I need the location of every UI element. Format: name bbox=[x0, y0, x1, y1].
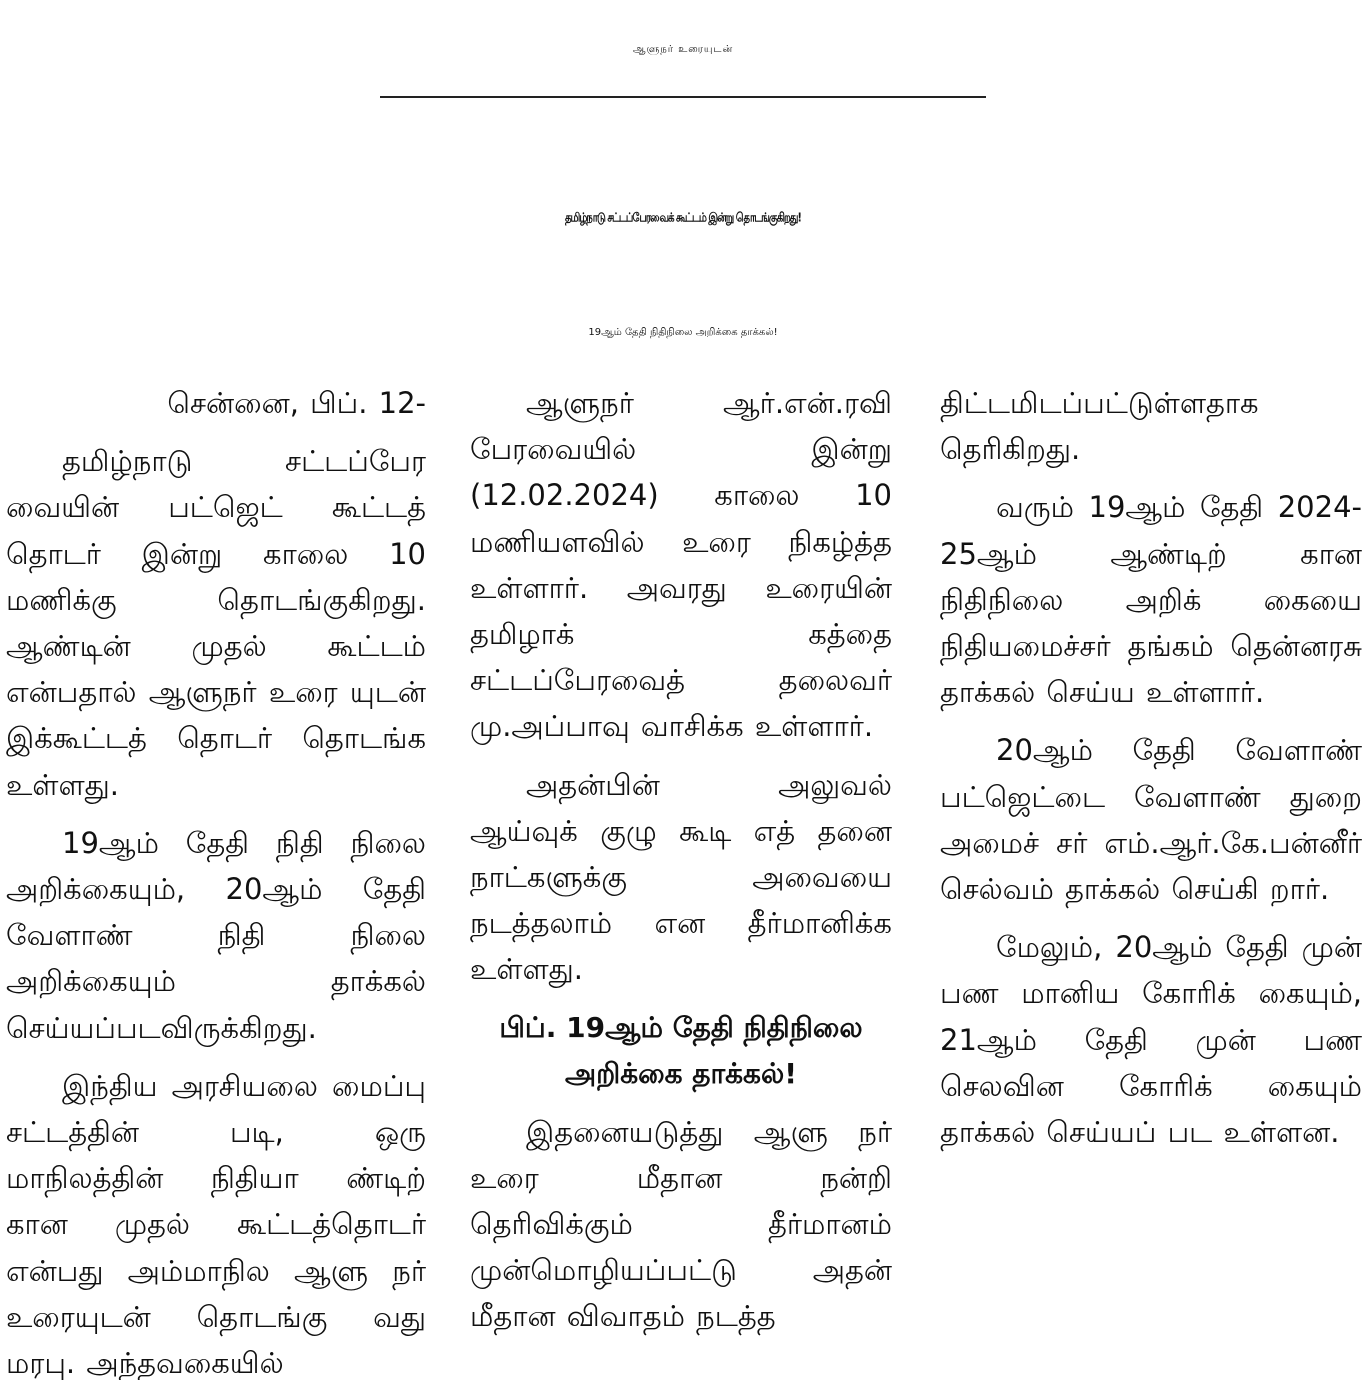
paragraph: தமிழ்நாடு சட்டப்பேர வையின் பட்ஜெட் கூட்டத் தொடர் இன்று காலை 10 மணிக்கு தொடங்குகிறது. ஆண்டின் முதல் கூட்டம் என்பதால் ஆளுநர் உரை யுடன் இக்கூட்டத் தொடர் தொடங்க உள்ளது. bbox=[6, 444, 426, 802]
article-column-1 bbox=[6, 380, 426, 1380]
paragraph: 19ஆம் தேதி நிதி நிலை அறிக்கையும், 20ஆம் தேதி வேளாண் நிதி நிலை அறிக்கையும் தாக்கல் செய்யப்படவிருக்கிறது. bbox=[6, 825, 426, 1045]
article-column-2 bbox=[470, 380, 892, 1380]
subheadline: 19ஆம் தேதி நிதிநிலை அறிக்கை தாக்கல்! bbox=[588, 327, 778, 338]
paragraph: அதன்பின் அலுவல் ஆய்வுக் குழு கூடி எத் தனை நாட்களுக்கு அவையை நடத்தலாம் என தீர்மானிக்க உள்ளது. bbox=[470, 767, 892, 987]
paragraph: இதனையடுத்து ஆளு நர் உரை மீதான நன்றி தெரிவிக்கும் தீர்மானம் முன்மொழியப்பட்டு அதன் மீதான விவாதம் நடத்த bbox=[470, 1114, 892, 1334]
article-column-3 bbox=[940, 380, 1362, 1380]
headline: தமிழ்நாடு சட்டப்பேரவைக் கூட்டம் இன்று தொடங்குகிறது! bbox=[564, 211, 801, 225]
paragraph: மேலும், 20ஆம் தேதி முன் பண மானிய கோரிக் கையும், 21ஆம் தேதி முன் பண செலவின கோரிக் கையும் தாக்கல் செய்யப் பட உள்ளன. bbox=[940, 930, 1362, 1150]
kicker-heading: ஆளுநர் உரையுடன் bbox=[632, 44, 734, 55]
paragraph: 20ஆம் தேதி வேளாண் பட்ஜெட்டை வேளாண் துறை அமைச் சர் எம்.ஆர்.கே.பன்னீர் செல்வம் தாக்கல் செய்கி றார். bbox=[940, 733, 1362, 907]
paragraph: ஆளுநர் ஆர்.என்.ரவி பேரவையில் இன்று (12.02.2024) காலை 10 மணியளவில் உரை நிகழ்த்த உள்ளார். அவரது உரையின் தமிழாக் கத்தை சட்டப்பேரவைத் தலைவர் மு.அப்பாவு வாசிக்க உள்ளார். bbox=[470, 386, 892, 744]
kicker-underline bbox=[380, 96, 986, 98]
paragraph: வரும் 19ஆம் தேதி 2024-25ஆம் ஆண்டிற் கான நிதிநிலை அறிக் கையை நிதியமைச்சர் தங்கம் தென்னரசு தாக்கல் செய்ய உள்ளார். bbox=[940, 490, 1362, 710]
paragraph-continued: திட்டமிடப்பட்டுள்ளதாக தெரிகிறது. bbox=[940, 386, 1259, 467]
paragraph: இந்திய அரசியலை மைப்பு சட்டத்தின் படி, ஒரு மாநிலத்தின் நிதியா ண்டிற் கான முதல் கூட்டத்தொடர் என்பது அம்மாநில ஆளு நர் உரையுடன் தொடங்கு வது மரபு. அந்தவகையில் bbox=[6, 1068, 426, 1380]
section-subheading: பிப். 19ஆம் தேதி நிதிநிலை அறிக்கை தாக்கல்! bbox=[499, 1010, 863, 1090]
dateline: சென்னை, பிப். 12- bbox=[167, 386, 426, 420]
